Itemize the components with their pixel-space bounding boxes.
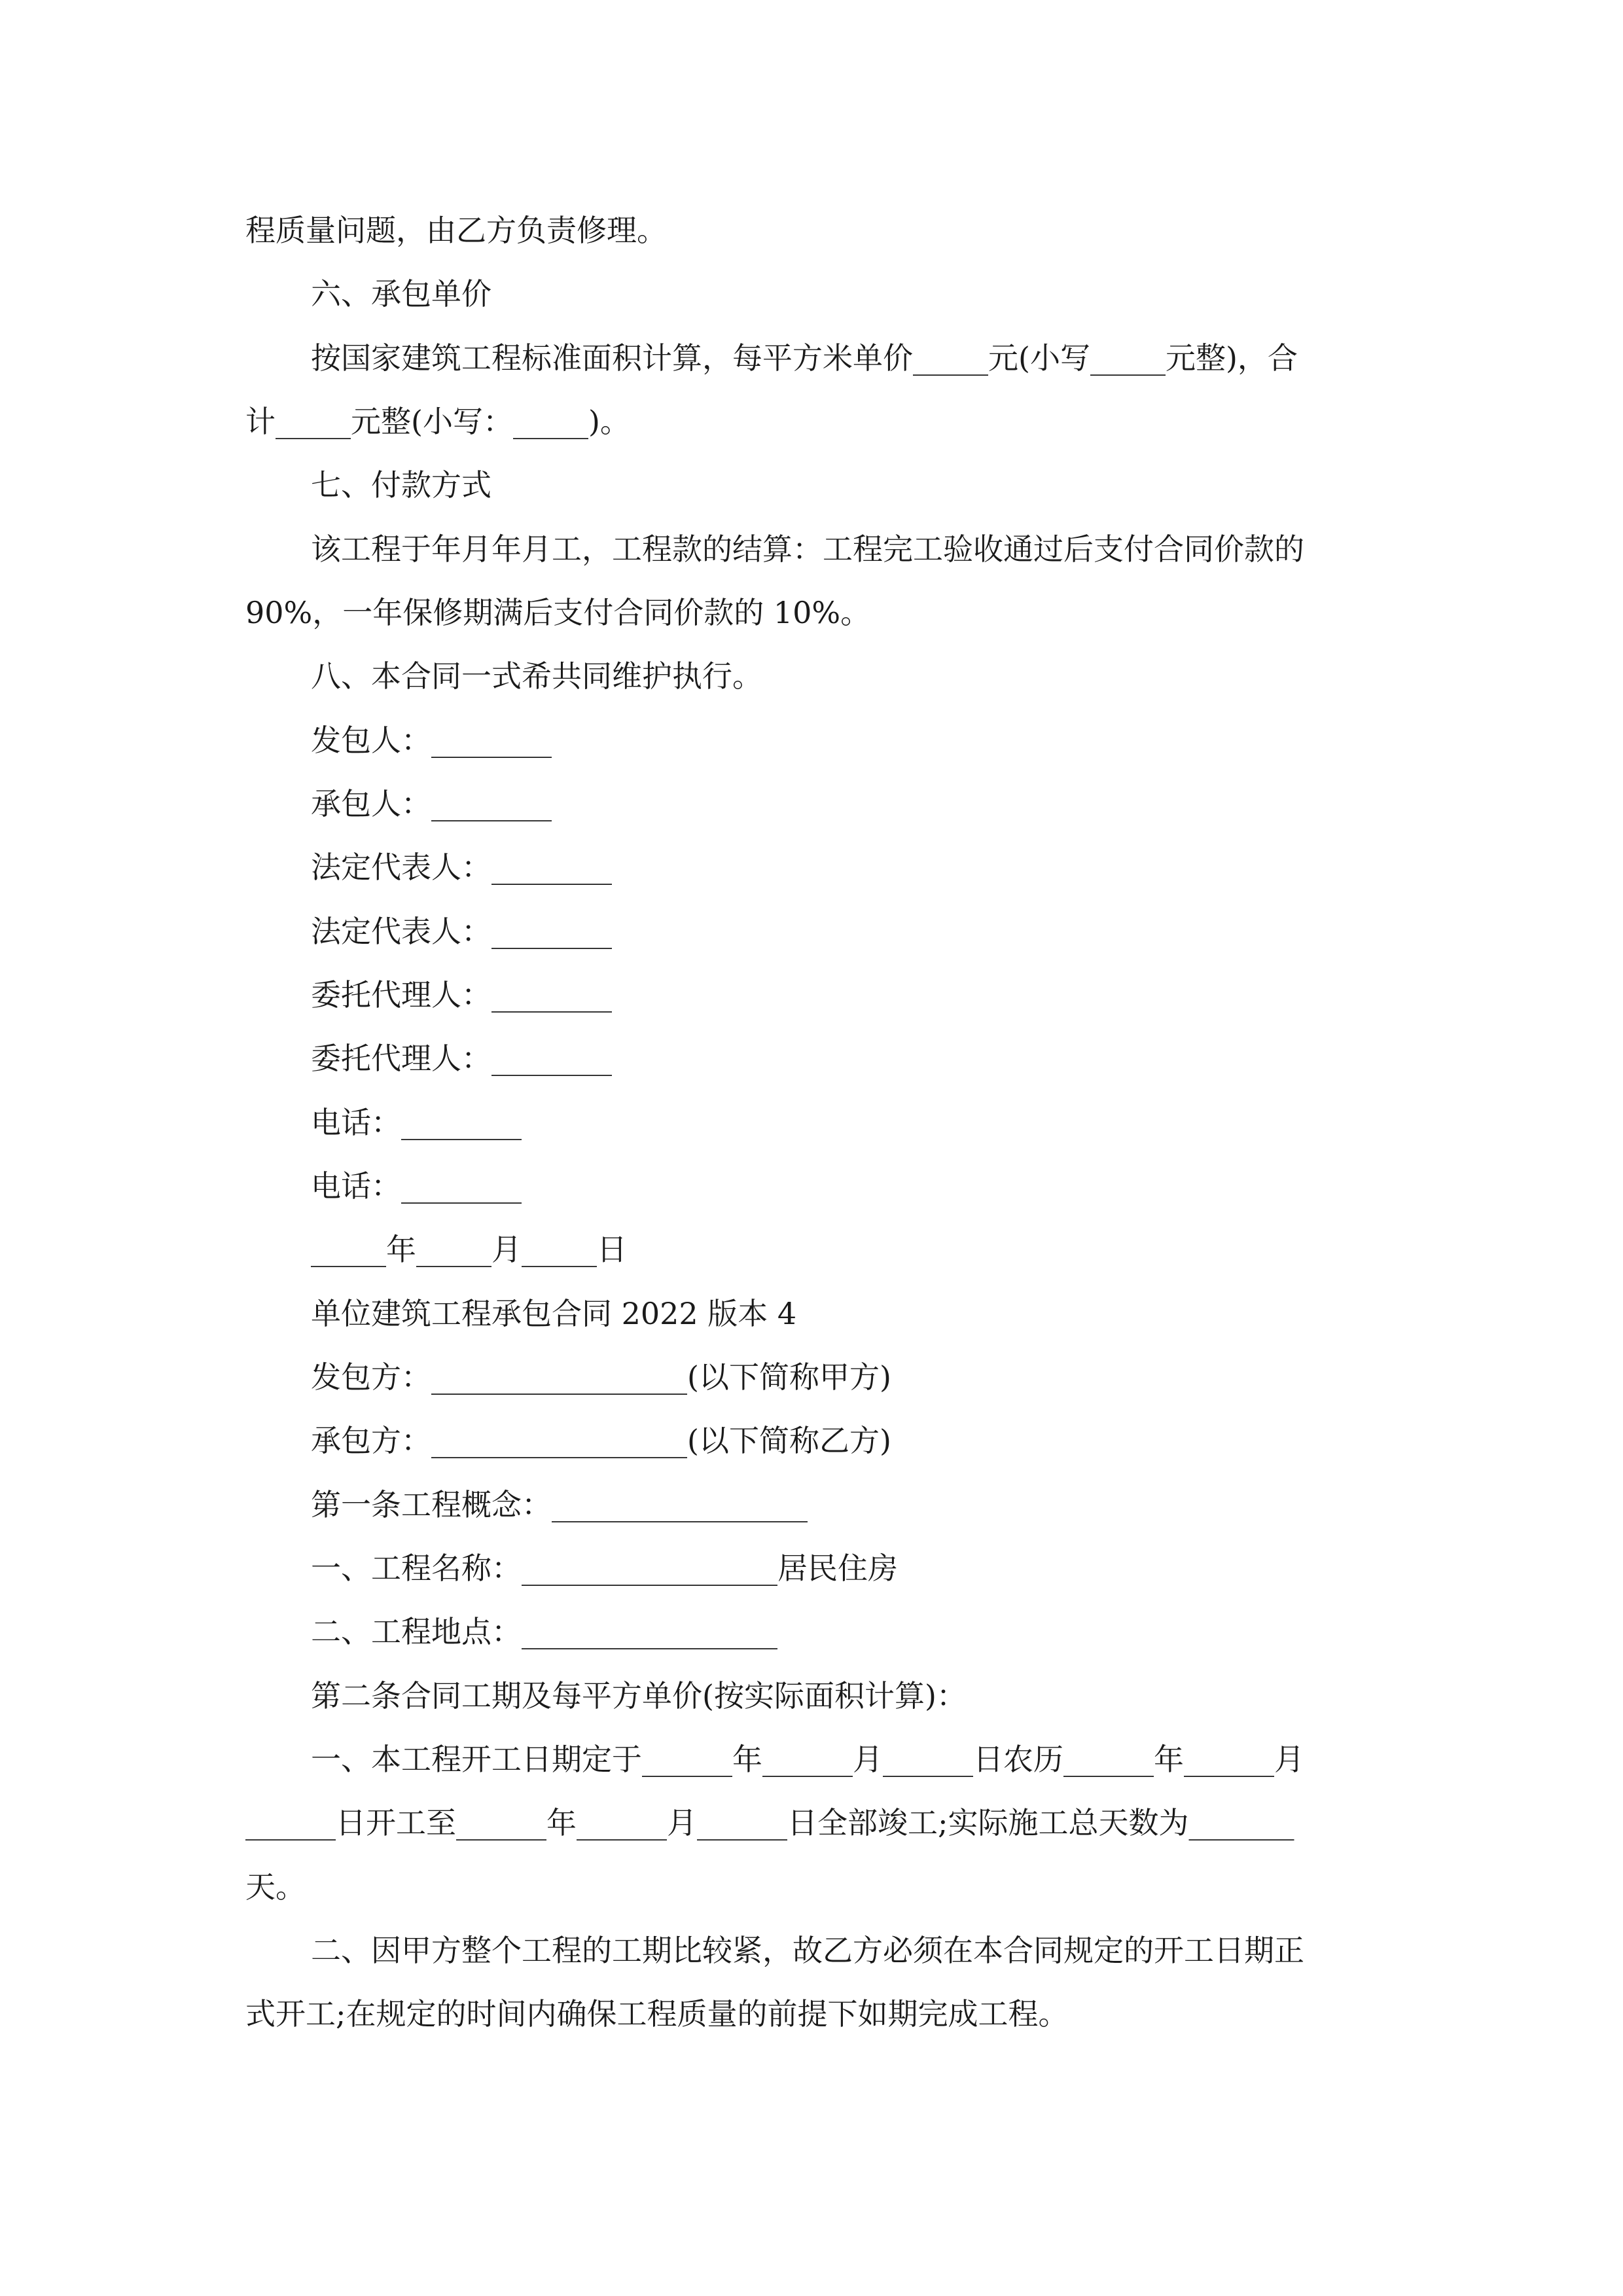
section-heading: 八、本合同一式希共同维护执行。 bbox=[311, 658, 762, 694]
section-heading: 六、承包单价 bbox=[311, 276, 491, 312]
phone-field: 电话：________ bbox=[311, 1168, 522, 1204]
text-line: 二、因甲方整个工程的工期比较紧，故乙方必须在本合同规定的开工日期正 bbox=[311, 1933, 1304, 1968]
date-field: _____年_____月_____日 bbox=[311, 1232, 627, 1267]
signature-field: 发包人：________ bbox=[311, 723, 552, 758]
text-line: 一、工程名称：_________________居民住房 bbox=[311, 1551, 898, 1586]
signature-field: 法定代表人：________ bbox=[311, 850, 612, 885]
signature-field: 委托代理人：________ bbox=[311, 977, 612, 1013]
signature-field: 法定代表人：________ bbox=[311, 914, 612, 949]
text-line: 按国家建筑工程标准面积计算，每平方米单价_____元(小写_____元整)，合 bbox=[311, 340, 1298, 376]
section-heading: 七、付款方式 bbox=[311, 467, 491, 503]
section-heading: 第一条工程概念：_________________ bbox=[311, 1487, 808, 1522]
text-line: 该工程于年月年月工，工程款的结算：工程完工验收通过后支付合同价款的 bbox=[311, 531, 1304, 567]
signature-field: 委托代理人：________ bbox=[311, 1041, 612, 1076]
signature-field: 承包人：________ bbox=[311, 786, 552, 821]
text-line: 二、工程地点：_________________ bbox=[311, 1614, 777, 1649]
section-heading: 第二条合同工期及每平方单价(按实际面积计算)： bbox=[311, 1678, 967, 1713]
text-line: 计_____元整(小写：_____)。 bbox=[245, 404, 630, 439]
document-title: 单位建筑工程承包合同 2022 版本 4 bbox=[311, 1296, 797, 1331]
party-field: 发包方：_________________(以下简称甲方) bbox=[311, 1359, 891, 1395]
text-line: 式开工;在规定的时间内确保工程质量的前提下如期完成工程。 bbox=[245, 1996, 1069, 2032]
phone-field: 电话：________ bbox=[311, 1105, 522, 1140]
party-field: 承包方：_________________(以下简称乙方) bbox=[311, 1423, 891, 1458]
text-line: 程质量问题，由乙方负责修理。 bbox=[245, 213, 667, 248]
text-line: 90%，一年保修期满后支付合同价款的 10%。 bbox=[245, 595, 871, 630]
text-line: 一、本工程开工日期定于______年______月______日农历______年______月 bbox=[311, 1742, 1304, 1777]
text-line: ______日开工至______年______月______日全部竣工;实际施工总天数为_______ bbox=[245, 1805, 1294, 1840]
text-line: 天。 bbox=[245, 1869, 306, 1905]
